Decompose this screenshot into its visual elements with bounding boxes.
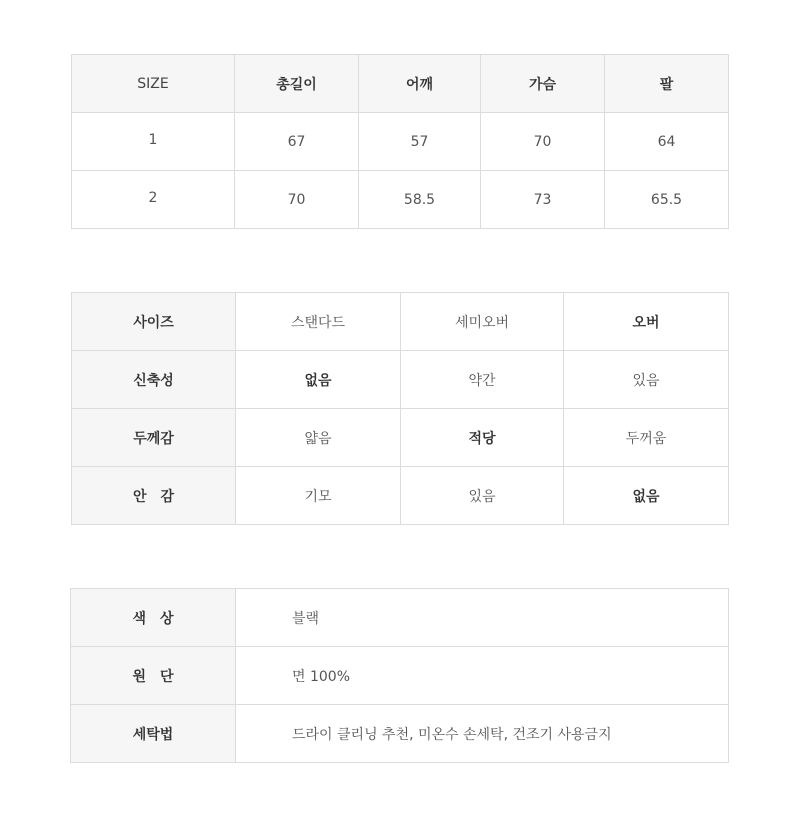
size-header-sleeve: 팔 [605,55,729,113]
stretch-label: 신축성 [72,351,236,409]
table-row [72,467,729,525]
lining-yes: 있음 [401,467,564,525]
table-row [71,705,729,763]
lining-none: 없음 [564,467,729,525]
thickness-medium: 적당 [401,409,564,467]
fit-semi-over: 세미오버 [401,293,564,351]
product-info-table [70,588,729,763]
size-header-size: SIZE [72,55,235,113]
size-header-row [72,55,729,113]
size-header-chest: 가슴 [481,55,605,113]
size-cell: 1 [72,113,235,171]
lining-fleece: 기모 [236,467,401,525]
chest-cell: 73 [481,171,605,229]
size-header-shoulder: 어깨 [359,55,481,113]
washing-value: 드라이 클리닝 추천, 미온수 손세탁, 건조기 사용금지 [236,705,729,763]
stretch-yes: 있음 [564,351,729,409]
size-header-length: 총길이 [235,55,359,113]
stretch-none: 없음 [236,351,401,409]
table-row [72,171,729,229]
shoulder-cell: 57 [359,113,481,171]
table-row [72,113,729,171]
fabric-value: 면 100% [236,647,729,705]
fit-standard: 스탠다드 [236,293,401,351]
lining-label: 안 감 [72,467,236,525]
fit-feel-table [71,292,729,525]
length-cell: 67 [235,113,359,171]
stretch-slight: 약간 [401,351,564,409]
table-row [72,351,729,409]
table-row [72,293,729,351]
thickness-label: 두께감 [72,409,236,467]
washing-label: 세탁법 [71,705,236,763]
size-table [71,54,729,229]
sleeve-cell: 65.5 [605,171,729,229]
color-label: 색 상 [71,589,236,647]
thickness-thick: 두꺼움 [564,409,729,467]
length-cell: 70 [235,171,359,229]
sleeve-cell: 64 [605,113,729,171]
table-row [72,409,729,467]
table-row [71,589,729,647]
fit-label: 사이즈 [72,293,236,351]
thickness-thin: 얇음 [236,409,401,467]
chest-cell: 70 [481,113,605,171]
fabric-label: 원 단 [71,647,236,705]
size-cell: 2 [72,171,235,229]
shoulder-cell: 58.5 [359,171,481,229]
fit-over: 오버 [564,293,729,351]
table-row [71,647,729,705]
color-value: 블랙 [236,589,729,647]
